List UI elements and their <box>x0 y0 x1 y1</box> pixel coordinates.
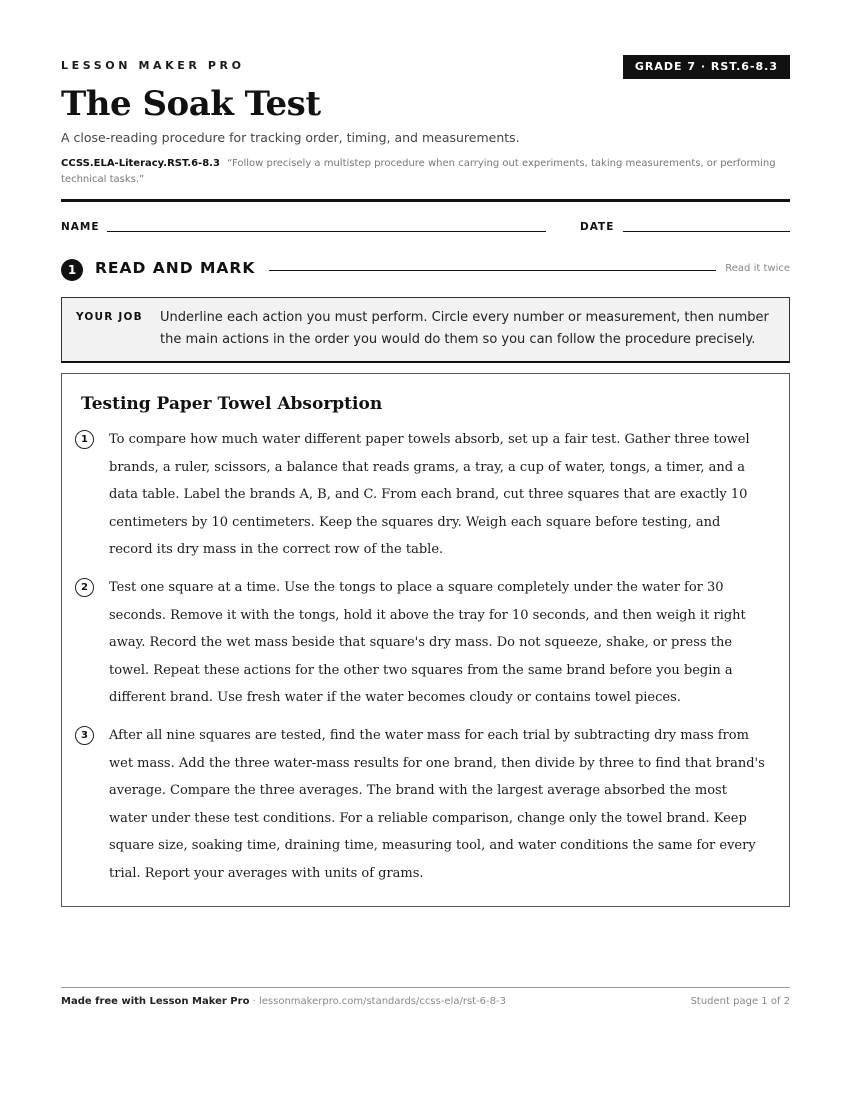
standard-quote: “Follow precisely a multistep procedure when carrying out experiments, taking measurements, or performing technical tasks.” <box>61 158 776 185</box>
section-number-badge: 1 <box>61 259 83 281</box>
footer-credit <box>61 996 506 1007</box>
section-note: Read it twice <box>725 263 790 274</box>
paragraph-number: 1 <box>75 430 94 449</box>
page-subtitle: A close-reading procedure for tracking order, timing, and measurements. <box>61 130 520 145</box>
footer-url-link[interactable]: lessonmakerpro.com/standards/ccss-ela/rst-6-8-3 <box>258 996 506 1007</box>
paragraph-number: 2 <box>75 578 94 597</box>
page-title: The Soak Test <box>61 84 321 124</box>
footer-page-number: Student page 1 of 2 <box>690 996 790 1007</box>
name-label: NAME <box>61 221 100 233</box>
date-label: DATE <box>580 221 615 233</box>
grade-badge: GRADE 7 · RST.6-8.3 <box>623 55 790 79</box>
instructions-box <box>61 297 790 363</box>
date-field[interactable] <box>623 231 790 232</box>
brand-name: LESSON MAKER PRO <box>61 59 245 72</box>
footer-made-with: Made free with Lesson Maker Pro <box>61 996 250 1007</box>
section-divider <box>269 270 716 271</box>
paragraph-number: 3 <box>75 726 94 745</box>
top-bar <box>61 55 790 79</box>
footer-separator: · <box>249 996 259 1007</box>
passage-paragraph: After all nine squares are tested, find the water mass for each trial by subtracting dry mass from wet mass. Add the three water-mass results for one brand, then divide by three to find that brand's average. Compare the three averages. The brand with the largest average absorbed the most water under these test conditions. For a reliable comparison, change only the towel brand. Keep square size, soaking time, draining time, measuring tool, and water conditions the same for every trial. Report your averages with units of grams. <box>109 728 765 881</box>
footer-divider <box>61 987 790 988</box>
reading-passage <box>61 373 790 907</box>
name-field[interactable] <box>107 231 546 232</box>
name-date-row <box>61 219 790 235</box>
section-title: READ AND MARK <box>95 259 256 277</box>
instructions-text: Underline each action you must perform. Circle every number or measurement, then number the main actions in the order you would do them so you can follow the procedure precisely. <box>160 310 769 347</box>
standard-reference <box>61 156 790 188</box>
passage-paragraph: Test one square at a time. Use the tongs to place a square completely under the water for 30 seconds. Remove it with the tongs, hold it above the tray for 10 seconds, and then weigh it right away. Record the wet mass beside that square's dry mass. Do not squeeze, shake, or press the towel. Repeat these actions for the other two squares from the same brand before you begin a different brand. Use fresh water if the water becomes cloudy or contains towel pieces. <box>109 580 746 706</box>
passage-title: Testing Paper Towel Absorption <box>81 394 383 414</box>
standard-code: CCSS.ELA-Literacy.RST.6-8.3 <box>61 158 220 169</box>
section-header <box>61 258 790 282</box>
passage-paragraph: To compare how much water different paper towels absorb, set up a fair test. Gather three towel brands, a ruler, scissors, a balance that reads grams, a tray, a cup of water, tongs, a timer, and a data table. Label the brands A, B, and C. From each brand, cut three squares that are exactly 10 centimeters by 10 centimeters. Keep the squares dry. Weigh each square before testing, and record its dry mass in the correct row of the table. <box>109 432 750 558</box>
instructions-label: YOUR JOB <box>76 311 143 323</box>
header-divider <box>61 199 790 202</box>
